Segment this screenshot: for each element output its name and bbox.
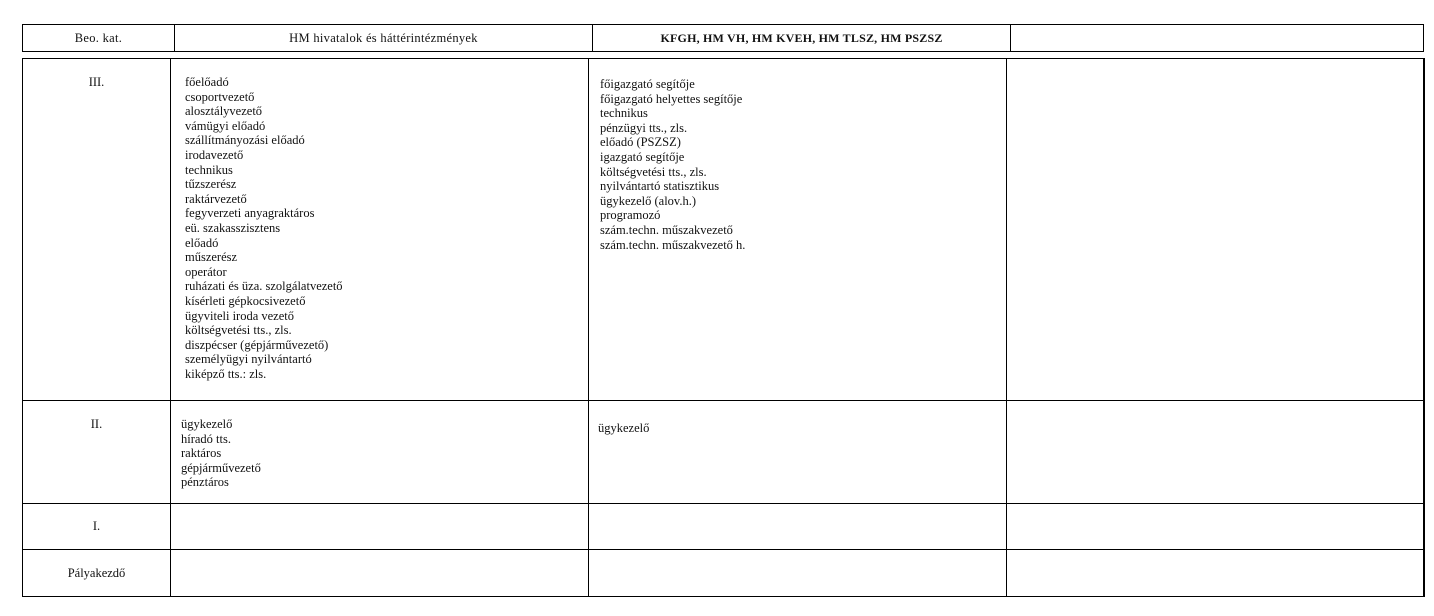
list-item: személyügyi nyilvántartó <box>185 352 312 367</box>
list-item: raktárvezető <box>185 191 247 206</box>
kfgh-cell-iii <box>589 59 1007 401</box>
category-label-ii: II. <box>23 401 171 504</box>
list-item: ügykezelő <box>181 417 233 431</box>
list-item: nyilvántartó statisztikus <box>600 179 720 194</box>
hm-list-iii <box>185 75 588 381</box>
list-item: technikus <box>600 106 648 121</box>
hm-cell-iii <box>171 59 589 401</box>
category-label-i: I. <box>23 504 171 550</box>
list-item: operátor <box>185 264 227 279</box>
list-item: igazgató segítője <box>600 149 685 164</box>
list-item: híradó tts. <box>181 431 231 446</box>
list-item: költségvetési tts., zls. <box>600 164 707 179</box>
list-item: szám.techn. műszakvezető <box>600 222 733 237</box>
list-item: szállítmányozási előadó <box>185 133 305 148</box>
list-item: technikus <box>185 162 233 177</box>
list-item: eü. szakasszisztens <box>185 220 281 235</box>
list-item: fegyverzeti anyagraktáros <box>185 206 315 221</box>
category-label-palyakezdo: Pályakezdő <box>23 550 171 596</box>
kfgh-list-iii <box>600 77 1006 252</box>
list-item: alosztályvezető <box>185 104 263 119</box>
list-item: vámügyi előadó <box>185 118 266 133</box>
empty-cell-i <box>1007 504 1423 550</box>
list-item: ügyviteli iroda vezető <box>185 308 294 323</box>
list-item: csoportvezető <box>185 89 255 104</box>
header-category: Beo. kat. <box>23 25 175 51</box>
header-empty <box>1011 25 1423 51</box>
header-kfgh-group: KFGH, HM VH, HM KVEH, HM TLSZ, HM PSZSZ <box>593 25 1011 51</box>
list-item: pénzügyi tts., zls. <box>600 120 688 135</box>
list-item: raktáros <box>181 446 222 461</box>
header-hm-offices: HM hivatalok és háttérintézmények <box>175 25 593 51</box>
list-item: ügykezelő (alov.h.) <box>600 193 697 208</box>
category-table <box>22 58 1425 597</box>
list-item: szám.techn. műszakvezető h. <box>600 237 746 252</box>
list-item: ruházati és üza. szolgálatvezető <box>185 279 343 294</box>
hm-cell-i <box>171 504 589 550</box>
list-item: irodavezető <box>185 147 244 162</box>
list-item: műszerész <box>185 250 238 265</box>
empty-cell-iii <box>1007 59 1423 401</box>
list-item: diszpécser (gépjárművezető) <box>185 337 329 352</box>
empty-cell-ii <box>1007 401 1423 504</box>
list-item: előadó <box>185 235 219 250</box>
hm-cell-ii <box>171 401 589 504</box>
empty-cell-palyakezdo <box>1007 550 1423 596</box>
category-label-iii: III. <box>23 59 171 401</box>
hm-cell-palyakezdo <box>171 550 589 596</box>
kfgh-list-ii <box>598 421 1006 436</box>
list-item: főigazgató helyettes segítője <box>600 91 743 106</box>
list-item: kísérleti gépkocsivezető <box>185 293 306 308</box>
list-item: gépjárművezető <box>181 460 261 475</box>
list-item: pénztáros <box>181 475 229 490</box>
list-item: programozó <box>600 208 661 223</box>
kfgh-cell-ii <box>589 401 1007 504</box>
kfgh-cell-i <box>589 504 1007 550</box>
list-item: főelőadó <box>185 75 229 89</box>
list-item: költségvetési tts., zls. <box>185 323 292 338</box>
list-item: főigazgató segítője <box>600 77 695 91</box>
list-item: előadó (PSZSZ) <box>600 135 681 150</box>
list-item: ügykezelő <box>598 421 650 435</box>
kfgh-cell-palyakezdo <box>589 550 1007 596</box>
hm-list-ii <box>181 417 588 490</box>
list-item: kiképző tts.: zls. <box>185 366 267 381</box>
header-row <box>22 24 1424 52</box>
list-item: tűzszerész <box>185 177 237 192</box>
